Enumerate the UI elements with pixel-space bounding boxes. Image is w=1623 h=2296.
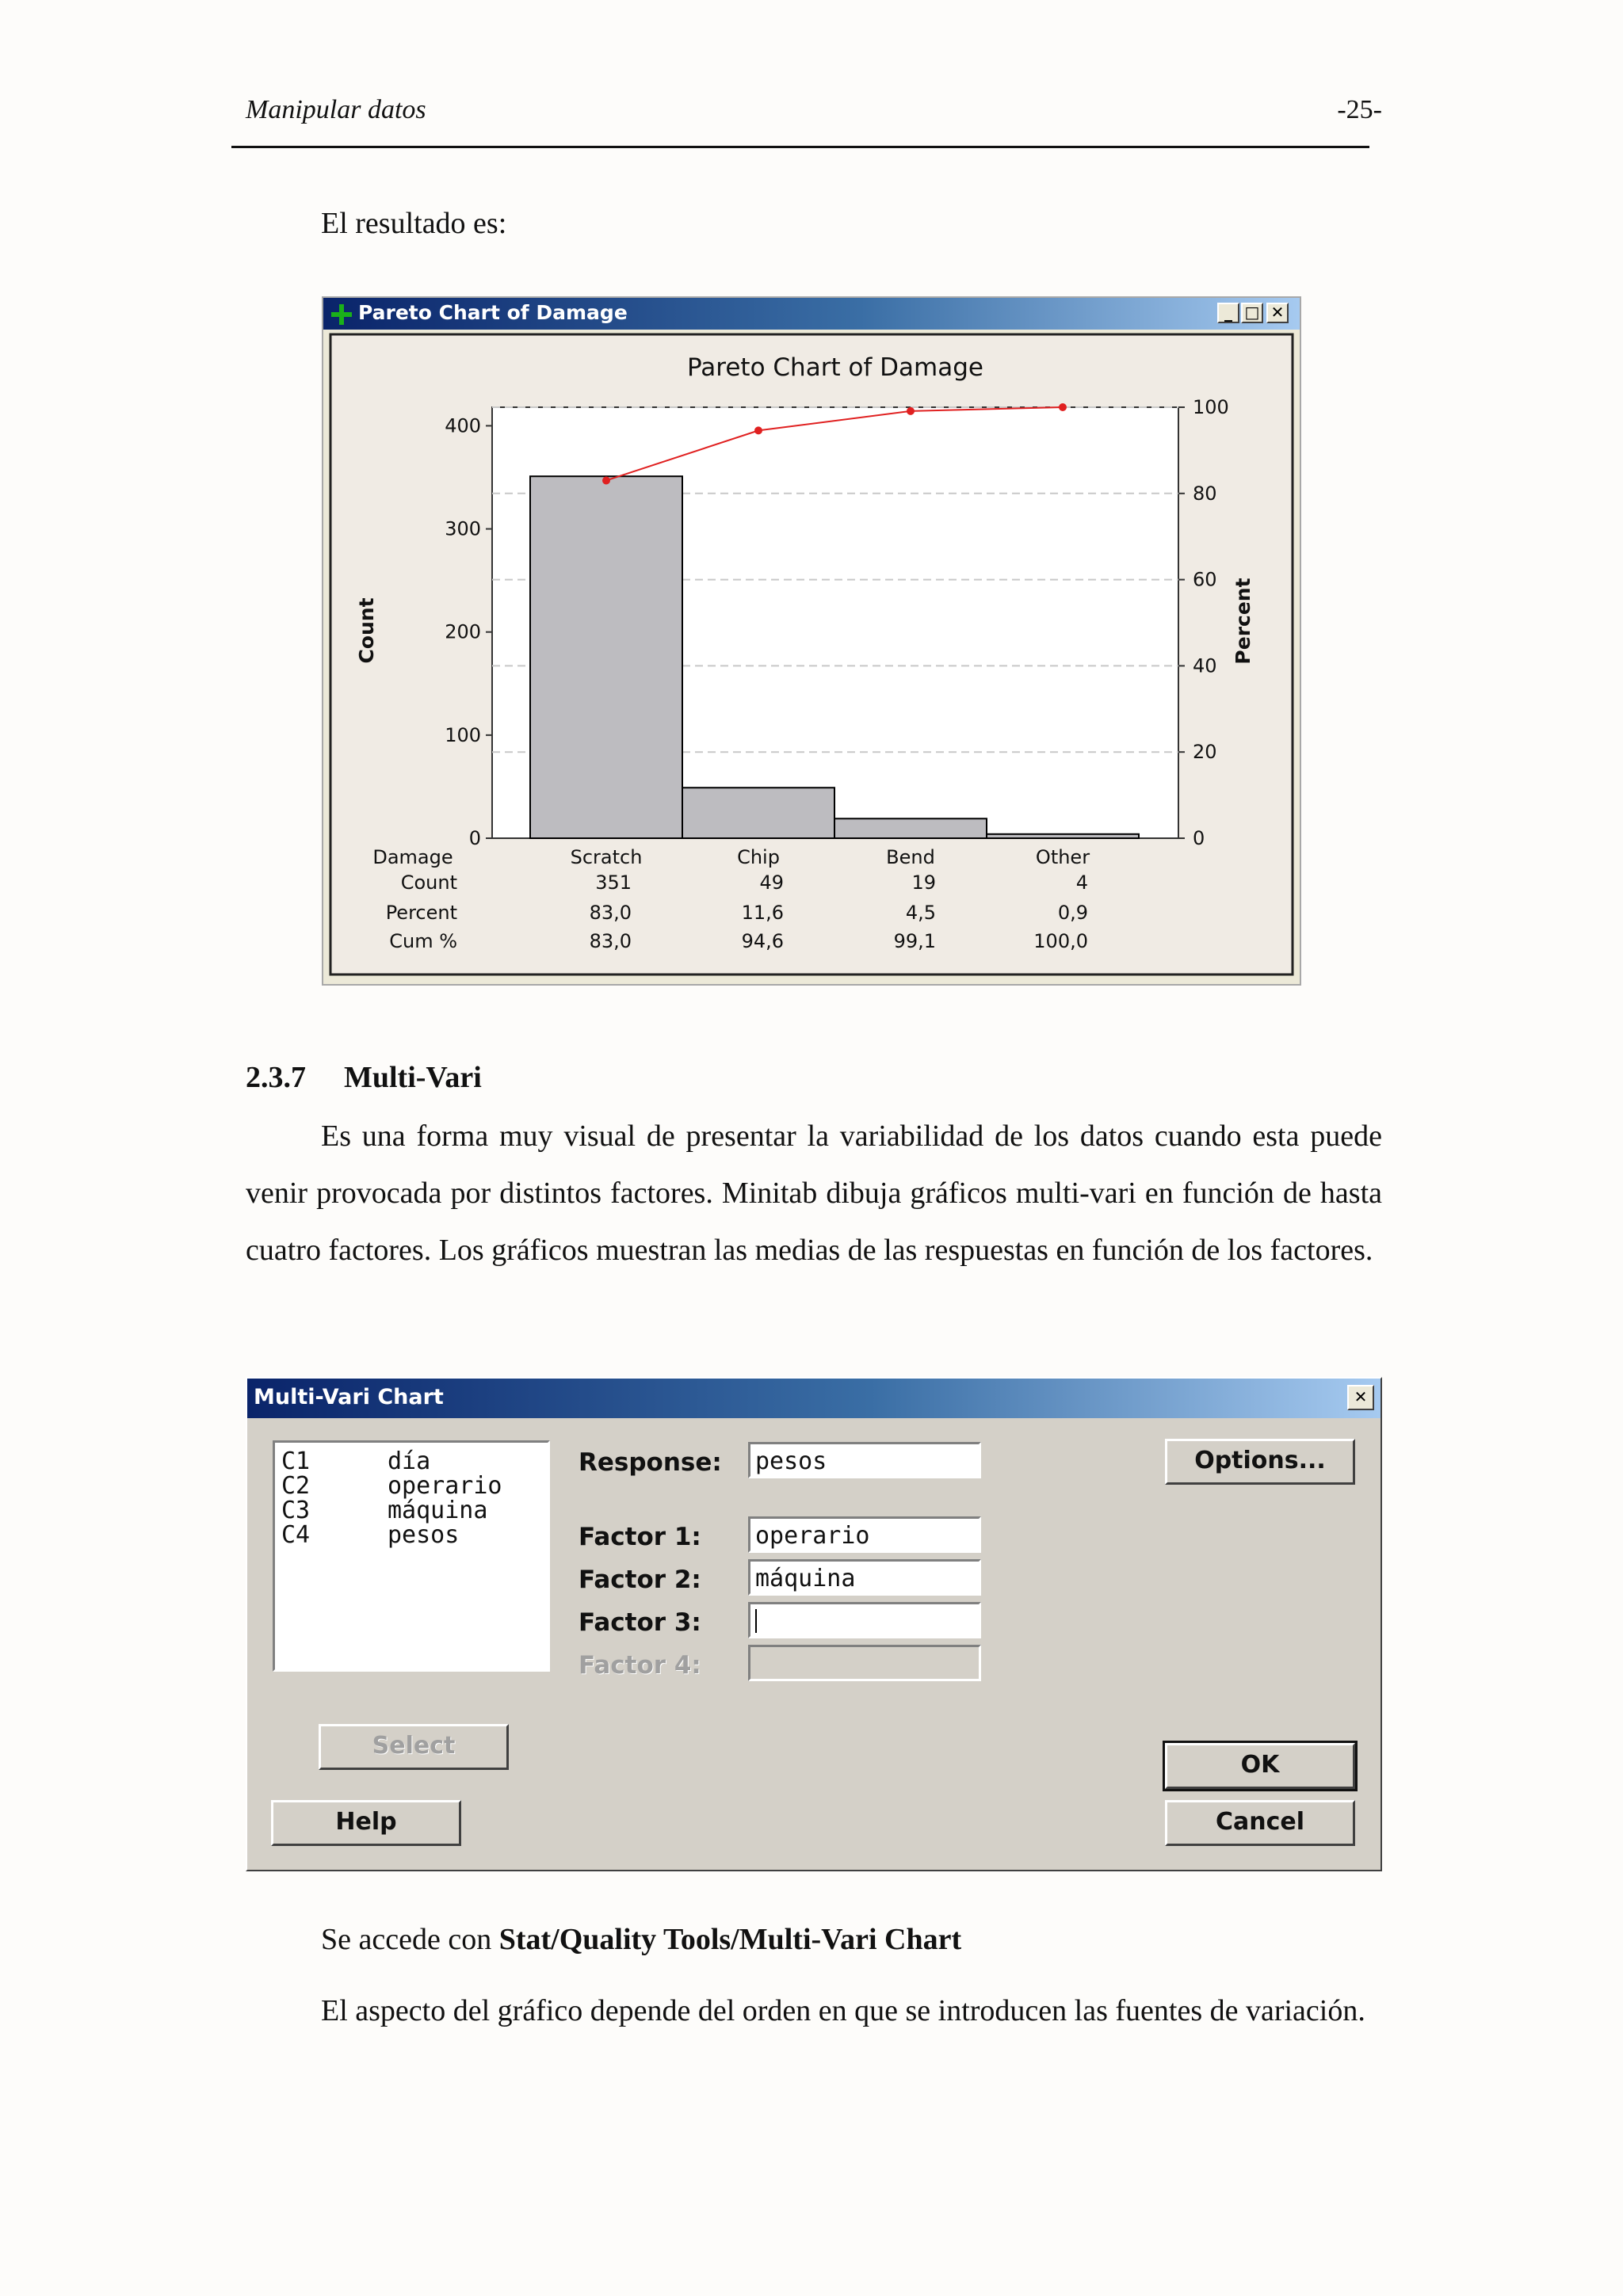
category-label: Bend [886, 846, 935, 868]
factor2-value: máquina [755, 1565, 856, 1592]
response-label: Response: [579, 1448, 722, 1477]
column-id: C3 [281, 1497, 311, 1524]
column-name: máquina [388, 1497, 488, 1524]
access-line [321, 1911, 1457, 1968]
cum-percent-value: 100,0 [1033, 930, 1088, 952]
table-row-label: Damage [372, 846, 453, 868]
section-heading [246, 1060, 482, 1095]
multi-vari-dialog [246, 1377, 1382, 1871]
column-list-item[interactable] [281, 1498, 487, 1523]
table-row-label: Count [400, 871, 457, 894]
intro-text: El resultado es: [321, 207, 507, 240]
cumulative-point [602, 476, 610, 484]
table-row-label: Percent [385, 902, 457, 924]
factor1-field[interactable] [748, 1516, 981, 1553]
y2-tick-label: 80 [1193, 482, 1217, 505]
category-label: Scratch [570, 846, 643, 868]
select-button[interactable]: Select [319, 1724, 509, 1770]
header-rule [231, 146, 1369, 148]
bar [834, 818, 987, 838]
y-tick-label: 300 [445, 517, 481, 540]
y2-tick-label: 0 [1193, 827, 1205, 849]
response-field[interactable] [748, 1442, 981, 1478]
section-title: Multi-Vari [344, 1061, 482, 1094]
page-number: -25- [1337, 95, 1382, 124]
factor2-field[interactable] [748, 1559, 981, 1596]
factor2-label: Factor 2: [579, 1566, 701, 1594]
column-name: día [388, 1447, 431, 1475]
text-cursor [755, 1609, 757, 1633]
percent-value: 4,5 [905, 902, 936, 924]
category-label: Other [1035, 846, 1090, 868]
table-row-label: Cum % [389, 930, 457, 952]
dialog-close-button[interactable]: ✕ [1347, 1385, 1374, 1410]
pareto-chart [327, 331, 1296, 979]
count-value: 49 [759, 871, 784, 894]
y-tick-label: 400 [445, 414, 481, 437]
column-name: pesos [388, 1521, 460, 1549]
column-list[interactable] [273, 1440, 550, 1672]
cumulative-point [1059, 403, 1067, 411]
bar [530, 476, 682, 838]
running-header-title: Manipular datos [246, 95, 426, 124]
help-button[interactable]: Help [271, 1800, 461, 1846]
factor3-label: Factor 3: [579, 1608, 701, 1637]
factor1-value: operario [755, 1522, 870, 1550]
column-list-item[interactable] [281, 1523, 459, 1547]
column-id: C1 [281, 1447, 311, 1475]
factor4-field [748, 1645, 981, 1681]
y-tick-label: 200 [445, 620, 481, 643]
section-number: 2.3.7 [246, 1061, 306, 1094]
y-tick-label: 100 [445, 723, 481, 746]
y2-tick-label: 60 [1193, 568, 1217, 591]
close-button[interactable]: ✕ [1266, 303, 1289, 323]
factor3-field[interactable] [748, 1602, 981, 1638]
ok-button[interactable]: OK [1165, 1743, 1355, 1789]
cumulative-point [754, 426, 762, 434]
access-path: Stat/Quality Tools/Multi-Vari Chart [498, 1923, 962, 1956]
factor4-label: Factor 4: [579, 1651, 701, 1680]
count-value: 4 [1075, 871, 1088, 894]
bar [987, 834, 1139, 838]
y-tick-label: 0 [468, 827, 481, 849]
closing-paragraph: El aspecto del gráfico depende del orden en que se introducen las fuentes de variación. [321, 1994, 1365, 2027]
y2-tick-label: 100 [1193, 396, 1229, 418]
response-value: pesos [755, 1447, 827, 1475]
pareto-window-titlebar [323, 298, 1300, 330]
column-list-item[interactable] [281, 1449, 430, 1474]
count-value: 351 [595, 871, 632, 894]
y2-axis-label: Percent [1232, 578, 1254, 665]
percent-value: 0,9 [1057, 902, 1088, 924]
pareto-window-title: Pareto Chart of Damage [358, 301, 628, 324]
column-id: C2 [281, 1472, 311, 1500]
dialog-titlebar [247, 1379, 1381, 1418]
column-id: C4 [281, 1521, 311, 1549]
y2-tick-label: 40 [1193, 654, 1217, 677]
category-label: Chip [737, 846, 780, 868]
column-name: operario [388, 1472, 502, 1500]
minimize-button[interactable]: _ [1217, 303, 1239, 323]
column-list-item[interactable] [281, 1474, 502, 1498]
percent-value: 83,0 [589, 902, 632, 924]
y2-tick-label: 20 [1193, 741, 1217, 764]
cum-percent-value: 99,1 [893, 930, 936, 952]
pareto-chart-window [322, 296, 1301, 986]
cum-percent-value: 94,6 [741, 930, 784, 952]
access-prefix: Se accede con [321, 1923, 499, 1956]
maximize-button[interactable]: □ [1241, 303, 1263, 323]
minitab-plus-icon [331, 304, 352, 325]
dialog-title: Multi-Vari Chart [254, 1385, 444, 1409]
cancel-button[interactable]: Cancel [1165, 1800, 1355, 1846]
bar [682, 788, 834, 838]
percent-value: 11,6 [741, 902, 784, 924]
cumulative-point [907, 407, 915, 415]
options-button[interactable]: Options... [1165, 1439, 1355, 1485]
chart-title: Pareto Chart of Damage [687, 353, 983, 382]
y-axis-label: Count [355, 597, 378, 664]
cum-percent-value: 83,0 [589, 930, 632, 952]
body-paragraph: Es una forma muy visual de presentar la variabilidad de los datos cuando esta puede venir provocada por distintos factores. Minitab dibuja gráficos multi-vari en función de hasta cuatro factores. Los gráficos muestran las medias de las respuestas en función de los factores. [246, 1119, 1382, 1267]
factor1-label: Factor 1: [579, 1523, 701, 1551]
count-value: 19 [911, 871, 936, 894]
